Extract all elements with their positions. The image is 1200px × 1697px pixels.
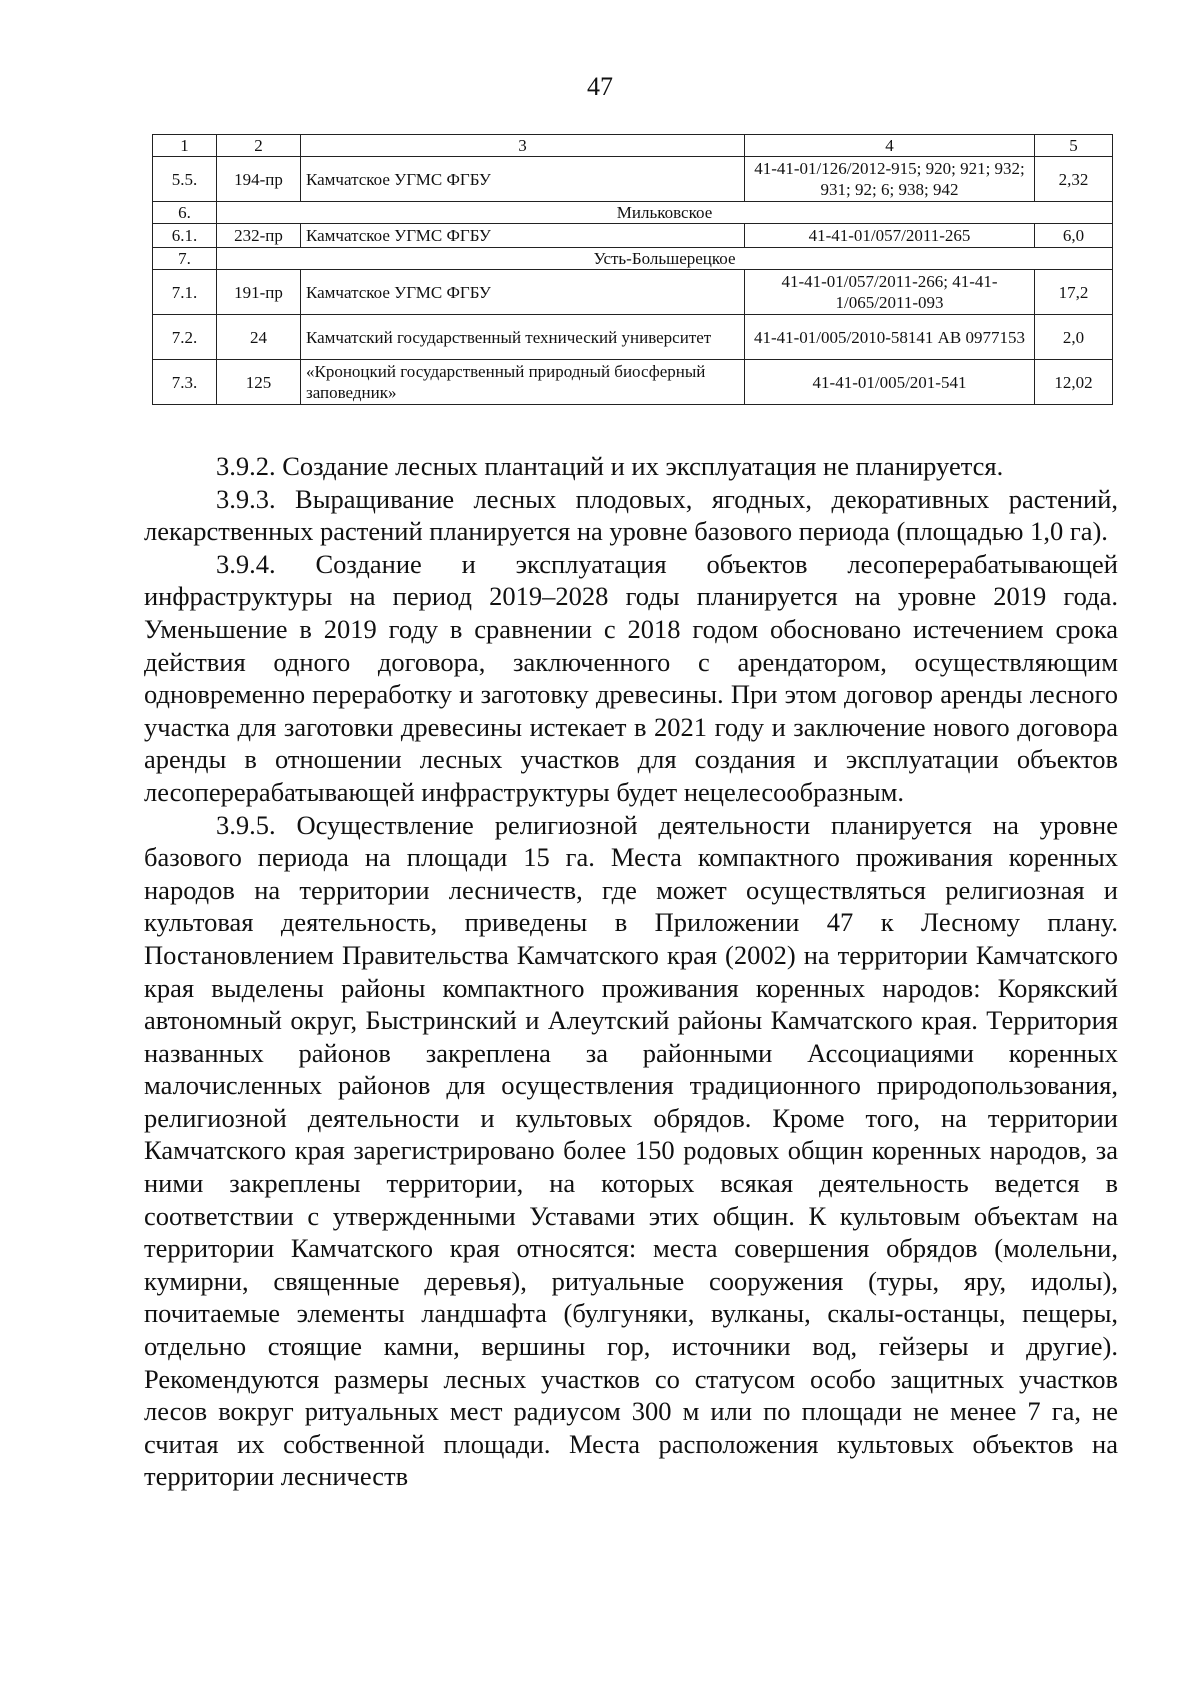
paragraph-3-9-4: 3.9.4. Создание и эксплуатация объектов лесоперерабатывающей инфраструктуры на период 2019–2028 годы планируется на уровне 2019 года. Уменьшение в 2019 году в сравнении с 2018 годом обосновано истечением срока действия одного договора, заключенного с арендатором, осуществляющим одновременно переработку и заготовку древесины. При этом договор аренды лесного участка для заготовки древесины истекает в 2021 году и заключение нового договора аренды в отношении лесных участков для создания и эксплуатации объектов лесоперерабатывающей инфраструктуры будет нецелесообразным. — [144, 548, 1118, 807]
table-row — [153, 315, 1113, 360]
document-number-cell: 24 — [217, 315, 301, 360]
paragraph-3-9-5: 3.9.5. Осуществление религиозной деятельности планируется на уровне базового периода на площади 15 га. Места компактного проживания коренных народов на территории лесничеств, где может осуществляться религиозная и культовая деятельность, приведены в Приложении 47 к Лесному плану. Постановлением Правительства Камчатского края (2002) на территории Камчатского края выделены районы компактного проживания коренных народов: Корякский автономный округ, Быстринский и Алеутский районы Камчатского края. Территория названных районов закреплена за районными Ассоциациями коренных малочисленных районов для осуществления традиционного природопользования, религиозной деятельности и культовых обрядов. Кроме того, на территории Камчатского края зарегистрировано более 150 родовых общин коренных народов, за ними закреплены территории, на которых всякая деятельность ведется в соответствии с утвержденными Уставами этих общин. К культовым объектам на территории Камчатского края относятся: места совершения обрядов (молельни, кумирни, священные деревья), ритуальные сооружения (туры, яру, идолы), почитаемые элементы ландшафта (булгуняки, вулканы, скалы-останцы, пещеры, отдельно стоящие камни, вершины гор, источники вод, гейзеры и другие). Рекомендуются размеры лесных участков со статусом особо защитных участков лесов вокруг ритуальных мест радиусом 300 м или по площади не менее 7 га, не считая их собственной площади. Места расположения культовых объектов на территории лесничеств — [144, 809, 1118, 1492]
row-number-cell: 7.2. — [153, 315, 217, 360]
organization-cell: «Кроноцкий государственный природный биосферный заповедник» — [301, 360, 745, 405]
row-number-cell: 6.1. — [153, 224, 217, 248]
area-cell: 6,0 — [1035, 224, 1113, 248]
document-number-cell: 194-пр — [217, 157, 301, 202]
table-section-row — [153, 248, 1113, 270]
document-number-cell: 125 — [217, 360, 301, 405]
paragraph-3-9-2: 3.9.2. Создание лесных плантаций и их эксплуатация не планируется. — [216, 451, 1004, 481]
lease-table — [152, 134, 1113, 405]
registration-number-cell: 41-41-01/057/2011-266; 41-41-1/065/2011-093 — [745, 270, 1035, 315]
table-header-row — [153, 135, 1113, 157]
table-row — [153, 270, 1113, 315]
area-cell: 17,2 — [1035, 270, 1113, 315]
organization-cell: Камчатское УГМС ФГБУ — [301, 270, 745, 315]
section-title-cell: Мильковское — [217, 202, 1113, 224]
row-number-cell: 5.5. — [153, 157, 217, 202]
page-number: 47 — [587, 72, 613, 101]
header-cell: 4 — [745, 135, 1035, 157]
header-cell: 1 — [153, 135, 217, 157]
section-title-cell: Усть-Большерецкое — [217, 248, 1113, 270]
registration-number-cell: 41-41-01/005/201-541 — [745, 360, 1035, 405]
section-number-cell: 6. — [153, 202, 217, 224]
registration-number-cell: 41-41-01/057/2011-265 — [745, 224, 1035, 248]
row-number-cell: 7.1. — [153, 270, 217, 315]
organization-cell: Камчатское УГМС ФГБУ — [301, 224, 745, 248]
header-cell: 2 — [217, 135, 301, 157]
registration-number-cell: 41-41-01/005/2010-58141 АВ 0977153 — [745, 315, 1035, 360]
table-row — [153, 224, 1113, 248]
body-text — [144, 450, 1118, 1493]
area-cell: 2,0 — [1035, 315, 1113, 360]
organization-cell: Камчатское УГМС ФГБУ — [301, 157, 745, 202]
table-row — [153, 157, 1113, 202]
area-cell: 12,02 — [1035, 360, 1113, 405]
registration-number-cell: 41-41-01/126/2012-915; 920; 921; 932; 931; 92; 6; 938; 942 — [745, 157, 1035, 202]
header-cell: 5 — [1035, 135, 1113, 157]
area-cell: 2,32 — [1035, 157, 1113, 202]
section-number-cell: 7. — [153, 248, 217, 270]
table-row — [153, 360, 1113, 405]
paragraph-3-9-3: 3.9.3. Выращивание лесных плодовых, ягодных, декоративных растений, лекарственных растений планируется на уровне базового периода (площадью 1,0 га). — [144, 483, 1118, 547]
row-number-cell: 7.3. — [153, 360, 217, 405]
document-number-cell: 191-пр — [217, 270, 301, 315]
header-cell: 3 — [301, 135, 745, 157]
document-number-cell: 232-пр — [217, 224, 301, 248]
organization-cell: Камчатский государственный технический университет — [301, 315, 745, 360]
table-section-row — [153, 202, 1113, 224]
